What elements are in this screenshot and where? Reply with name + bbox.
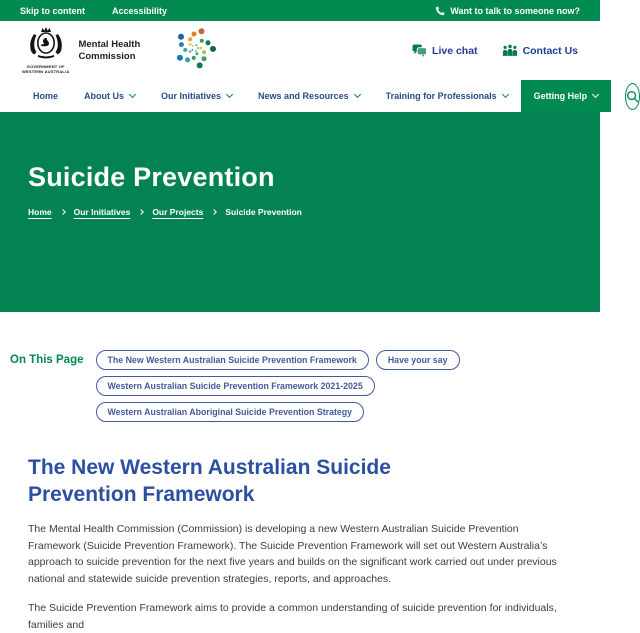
wa-coat-of-arms-icon (24, 26, 68, 65)
chat-bubbles-icon (412, 44, 427, 57)
hero-banner (0, 112, 600, 312)
gov-text-line2: WESTERN AUSTRALIA (22, 69, 70, 74)
page-title: Suicide Prevention (28, 162, 275, 192)
nav-item-home[interactable]: Home (33, 91, 59, 101)
chevron-down-icon (592, 91, 599, 98)
nav-item-our-initiatives[interactable]: Our Initiatives (148, 80, 245, 112)
people-icon (502, 44, 518, 57)
site-header (0, 21, 600, 80)
main-navigation (0, 80, 600, 112)
contact-us-button[interactable] (502, 44, 578, 57)
breadcrumb-our-initiatives-link[interactable]: Our Initiatives (73, 207, 131, 217)
utility-bar (0, 0, 600, 21)
nav-item-training-for-professionals[interactable]: Training for Professionals (373, 80, 521, 112)
live-chat-button[interactable] (412, 44, 478, 57)
main-content (0, 454, 600, 633)
chevron-down-icon (129, 91, 136, 98)
skip-to-content-link[interactable]: Skip to content (20, 5, 85, 16)
breadcrumb-home-link[interactable]: Home (28, 207, 52, 217)
nav-item-getting-help[interactable]: Getting Help (521, 80, 612, 112)
breadcrumb-current-page: Suicide Prevention (225, 207, 302, 217)
paragraph-1: The Mental Health Commission (Commission) is developing a new Western Australian Suicide Prevention Framework (Suicide Prevention Framework). The Suicide Prevention Framework will set out Western Australia’s approach to suicide prevention for the next five years and builds on the significant work carried out under previous national and statewide suicide prevention strategies, reports, and approaches. (28, 523, 557, 585)
org-name: Mental Health Commission (78, 39, 141, 62)
chevron-down-icon (502, 91, 509, 98)
search-button[interactable] (625, 83, 640, 110)
nav-item-about-us[interactable]: About Us (71, 80, 148, 112)
mhc-dots-logo-icon[interactable] (172, 25, 218, 76)
breadcrumb (28, 207, 572, 217)
breadcrumb-our-projects-link[interactable]: Our Projects (152, 207, 204, 217)
on-this-page-section (0, 350, 600, 422)
chevron-down-icon (354, 91, 361, 98)
wa-government-logo[interactable] (22, 26, 69, 75)
accessibility-link[interactable]: Accessibility (112, 5, 168, 16)
anchor-pill-aboriginal-strategy[interactable]: Western Australian Aboriginal Suicide Prevention Strategy (96, 402, 365, 422)
breadcrumb-separator-icon (60, 209, 66, 215)
nav-item-news-and-resources[interactable]: News and Resources (245, 80, 373, 112)
section-heading: The New Western Australian Suicide Prevention Framework (28, 456, 391, 506)
gov-text-line1: GOVERNMENT OF (26, 64, 65, 70)
search-icon (626, 90, 639, 103)
contact-us-label: Contact Us (522, 44, 578, 57)
talk-now-link[interactable]: Want to talk to someone now? (450, 5, 580, 16)
breadcrumb-separator-icon (212, 209, 218, 215)
anchor-pill-framework-2021-2025[interactable]: Western Australian Suicide Prevention Framework 2021-2025 (96, 376, 375, 396)
phone-icon (435, 6, 445, 16)
anchor-pill-have-your-say[interactable]: Have your say (376, 350, 460, 370)
chevron-down-icon (226, 91, 233, 98)
anchor-pill-new-framework[interactable]: The New Western Australian Suicide Prevention Framework (96, 350, 369, 370)
breadcrumb-separator-icon (138, 209, 144, 215)
paragraph-2: The Suicide Prevention Framework aims to provide a common understanding of suicide prevention for individuals, families and (28, 602, 557, 631)
on-this-page-label: On This Page (10, 354, 84, 366)
live-chat-label: Live chat (432, 44, 478, 57)
